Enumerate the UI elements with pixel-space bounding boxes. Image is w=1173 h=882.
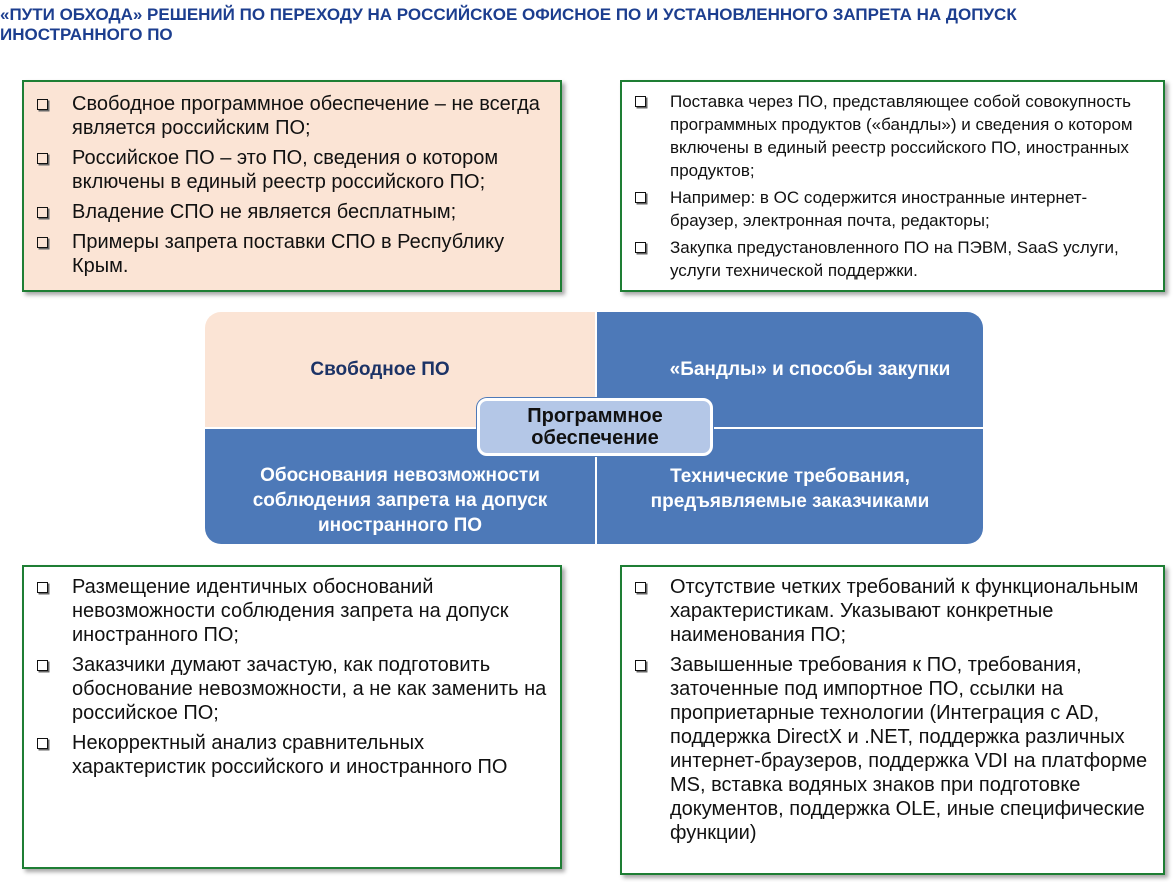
list-item [630,575,1155,647]
list-item [32,200,552,224]
free-software-notes-box [22,80,562,292]
list-item-text: Примеры запрета поставки СПО в Республику Крым. [72,231,505,277]
checkbox-bullet-icon [37,153,48,164]
list-item [630,236,1155,282]
checkbox-bullet-icon [37,237,48,248]
checkbox-bullet-icon [635,192,646,203]
list-item [32,92,552,140]
matrix-center-label: Программное обеспечение [477,398,713,456]
checkbox-bullet-icon [37,99,48,110]
checkbox-bullet-icon [37,582,48,593]
list-item [630,653,1155,845]
matrix-quadrant-technical-requirements: Технические требования, предъявляемые заказчиками [597,429,983,544]
list-item [32,575,552,647]
checkbox-bullet-icon [37,738,48,749]
checkbox-bullet-icon [635,660,646,671]
list-item [630,90,1155,182]
list-item-text: Отсутствие четких требований к функциональным характеристикам. Указывают конкретные наименования ПО; [670,576,1139,646]
bundles-notes-box [620,80,1165,292]
list-item-text: Закупка предустановленного ПО на ПЭВМ, SaaS услуги, услуги технической поддержки. [670,238,1119,280]
matrix-quadrant-bundles: «Бандлы» и способы закупки [597,312,983,427]
list-item-text: Например: в ОС содержится иностранные интернет-браузер, электронная почта, редакторы; [670,188,1088,230]
checkbox-bullet-icon [635,242,646,253]
matrix-quadrant-free-software: Свободное ПО [205,312,595,427]
justifications-notes-box [22,565,562,869]
list-item-text: Российское ПО – это ПО, сведения о котором включены в единый реестр российского ПО; [72,147,499,193]
checkbox-bullet-icon [37,660,48,671]
checkbox-bullet-icon [635,582,646,593]
list-item-text: Некорректный анализ сравнительных характеристик российского и иностранного ПО [72,732,508,778]
list-item-text: Свободное программное обеспечение – не всегда является российским ПО; [72,93,540,139]
list-item [32,230,552,278]
page-title: «ПУТИ ОБХОДА» РЕШЕНИЙ ПО ПЕРЕХОДУ НА РОССИЙСКОЕ ОФИСНОЕ ПО И УСТАНОВЛЕННОГО ЗАПРЕТА НА ДОПУСК ИНОСТРАННОГО ПО [0,5,1017,44]
checkbox-bullet-icon [635,96,646,107]
list-item [32,653,552,725]
list-item [32,731,552,779]
list-item-text: Размещение идентичных обоснований невозможности соблюдения запрета на допуск иностранного ПО; [72,576,509,646]
list-item-text: Заказчики думают зачастую, как подготовить обоснование невозможности, а не как заменить на российское ПО; [72,654,547,724]
list-item-text: Поставка через ПО, представляющее собой совокупность программных продуктов («бандлы») и сведения о котором включены в единый реестр российского ПО, иностранных продуктов; [670,92,1133,180]
list-item-text: Владение СПО не является бесплатным; [72,201,457,223]
list-item [32,146,552,194]
matrix-quadrant-justifications: Обоснования невозможности соблюдения запрета на допуск иностранного ПО [205,429,595,544]
technical-requirements-notes-box [620,565,1165,875]
checkbox-bullet-icon [37,207,48,218]
list-item [630,186,1155,232]
list-item-text: Завышенные требования к ПО, требования, заточенные под импортное ПО, ссылки на проприетарные технологии (Интеграция с AD, поддержка DirectX и .NET, поддержка различных интернет-браузеров, поддержка VDI на платформе MS, вставка водяных знаков при подготовке документов, поддержка OLE, иные специфические функции) [670,654,1148,844]
